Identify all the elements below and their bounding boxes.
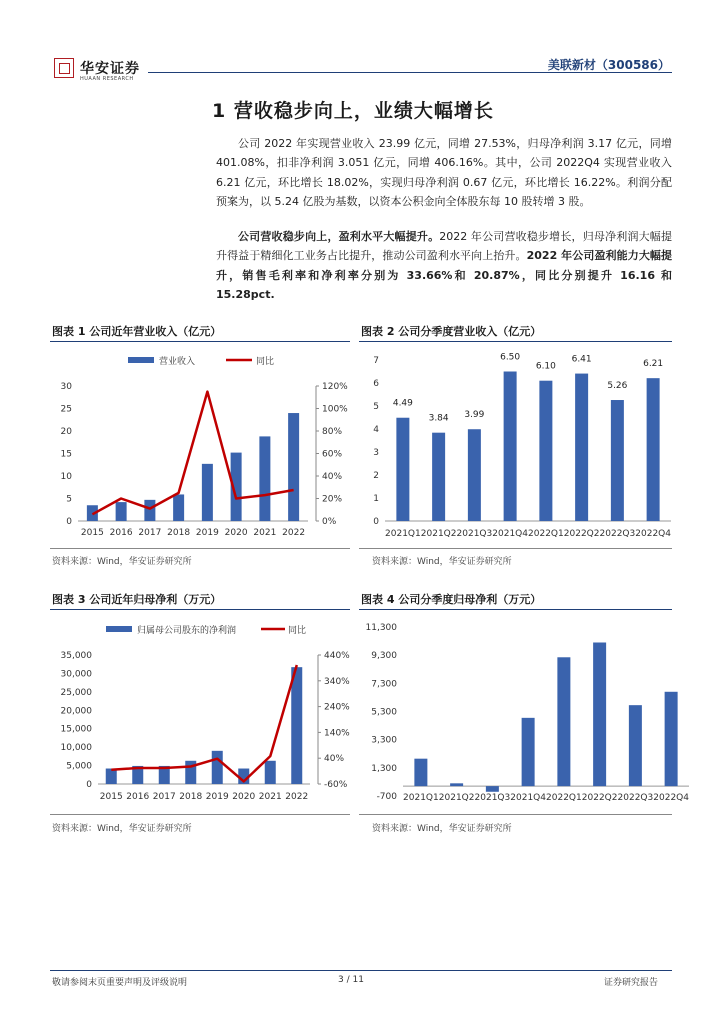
fig2-bar [432,433,445,521]
fig1-xtick: 2022 [282,528,306,538]
fig2-ytick-left: 2 [373,471,379,481]
fig4-bar [450,783,463,786]
fig1-ytick-left: 15 [60,449,72,460]
fig4-chart [359,612,689,812]
fig4-bar [593,642,606,786]
fig3-ytick-left: 15,000 [60,724,92,735]
fig3-ytick-left: 35,000 [60,651,92,661]
fig4-source: 资料来源：Wind，华安证券研究所 [372,824,512,834]
fig3-xtick: 2020 [232,792,256,802]
fig1-bar [116,502,127,521]
fig1-xtick: 2016 [109,528,133,538]
fig3-xtick: 2019 [205,792,229,802]
fig1-ytick-left: 5 [66,494,72,505]
fig2-ytick-left: 6 [373,379,379,389]
fig1-ytick-right: 40% [322,472,343,482]
fig2-xtick: 2021Q3 [456,529,493,539]
fig1-ytick-right: 120% [322,382,348,392]
fig1-bar [202,464,213,521]
fig3-chart [40,612,358,812]
fig3-ytick-left: 10,000 [60,743,92,754]
fig2-value-label: 6.21 [643,359,664,370]
fig3-title: 图表 3 公司近年归母净利（万元） [52,593,222,606]
fig1-title-line [50,341,350,342]
fig1-legend [128,355,274,367]
fig3-xtick: 2022 [285,792,309,802]
fig2-bar [647,378,660,521]
fig2-ytick-left: 7 [373,356,379,366]
fig4-xtick: 2021Q3 [474,793,511,803]
fig3-legend [106,624,306,636]
fig3-xtick: 2016 [126,792,150,802]
fig2-bar [539,381,552,521]
fig4-ytick-left: 9,300 [371,651,397,662]
fig3-bar [106,769,117,784]
header-divider [148,72,672,73]
fig1-ytick-right: 60% [322,449,343,460]
section-title: 1 营收稳步向上，业绩大幅增长 [212,100,494,122]
fig2-footer-line [359,548,672,549]
fig2-value-label: 3.84 [428,413,449,424]
logo-icon [54,58,74,78]
fig4-bar [665,692,678,786]
fig2-value-label: 3.99 [464,410,485,421]
fig1-xtick: 2021 [253,528,277,538]
fig2-xtick: 2022Q2 [563,529,600,539]
fig4-title: 图表 4 公司分季度归母净利（万元） [361,593,542,606]
fig1-title: 图表 1 公司近年营业收入（亿元） [52,325,222,338]
fig2-xtick: 2022Q1 [528,529,564,539]
fig3-ytick-right: 440% [324,651,350,661]
footer-divider [50,970,672,971]
logo-subtitle: HUAAN RESEARCH [80,76,134,82]
fig2-title-line [359,341,672,342]
fig3-ytick-left: 20,000 [60,706,92,717]
fig4-ytick-left: 1,300 [371,763,397,774]
fig3-title-line [50,609,350,610]
fig1-xtick: 2018 [167,528,191,538]
fig1-legend-bar-swatch [128,357,154,363]
fig4-xtick: 2021Q4 [510,793,546,803]
fig4-bar [522,718,535,786]
fig2-bar [504,372,517,522]
fig1-ytick-left: 20 [60,427,72,437]
fig4-ytick-left: 3,300 [371,735,397,746]
fig4-xtick: 2022Q2 [581,793,618,803]
fig1-ytick-right: 100% [322,404,348,415]
fig3-xtick: 2015 [99,792,123,802]
fig2-bar [575,374,588,521]
fig2-xtick: 2021Q2 [420,529,457,539]
fig1-footer-line [50,548,350,549]
fig1-legend-bar-label: 营业收入 [159,357,196,367]
fig4-ytick-left: 7,300 [371,679,397,690]
fig2-ytick-left: 4 [373,425,379,435]
fig1-bar [144,500,155,521]
fig1-ytick-left: 10 [60,472,72,482]
fig3-legend-bar-swatch [106,626,132,632]
fig4-bar [629,705,642,786]
fig4-title-line [359,609,672,610]
fig4-xtick: 2022Q3 [617,793,654,803]
fig2-xtick: 2022Q3 [599,529,636,539]
fig1-xtick: 2017 [138,528,162,538]
fig1-bar [288,413,299,521]
paragraph-2-body: 2022 年公司营收稳步增长，归母净利润大幅提升得益于精细化工业务占比提升，推动公司盈利水平向上抬升。 [216,230,672,263]
fig3-ytick-left: 5,000 [66,761,92,772]
fig4-xtick: 2021Q1 [403,793,439,803]
fig2-ytick-left: 1 [373,494,379,504]
fig2-bar [396,418,409,521]
fig2-value-label: 4.49 [392,398,413,409]
fig4-xtick: 2022Q4 [653,793,689,803]
paragraph-2-lead: 公司营收稳步向上，盈利水平大幅提升。 [238,230,440,243]
fig1-bar [259,436,270,521]
fig2-title: 图表 2 公司分季度营业收入（亿元） [361,325,542,338]
fig3-ytick-left: 30,000 [60,669,92,680]
fig1-xtick: 2020 [224,528,248,538]
fig2-value-label: 5.26 [607,381,628,392]
fig1-ytick-right: 20% [322,494,343,505]
fig4-ytick-left: -700 [376,792,397,802]
paragraph-2 [216,227,672,304]
fig3-ytick-right: 140% [324,728,350,739]
fig2-ytick-left: 3 [373,448,379,458]
fig1-ytick-left: 25 [60,404,72,415]
paragraph-1: 公司 2022 年实现营业收入 23.99 亿元，同增 27.53%，归母净利润 3.17 亿元，同增 401.08%，扣非净利润 3.051 亿元，同增 406.16%。其中，公司 2022Q4 实现营业收入 6.21 亿元，环比增长 18.02%，实现归母净利润 0.67 亿元，环比增长 16.22%。利润分配预案为，以 5.24 亿股为基数，以资本公积金向全体股东每 10 股转增 3 股。 [216,137,672,208]
fig3-xtick: 2017 [152,792,176,802]
fig1-ytick-right: 0% [322,517,337,527]
fig3-ytick-right: -60% [324,780,348,790]
fig3-legend-line-label: 同比 [288,626,307,636]
fig2-value-label: 6.50 [500,352,521,363]
fig3-ytick-right: 40% [324,754,345,765]
fig3-ytick-left: 25,000 [60,687,92,698]
fig3-ytick-left: 0 [86,780,92,790]
fig2-xtick: 2022Q4 [635,529,671,539]
fig2-value-label: 6.41 [571,354,592,365]
fig3-legend-bar-label: 归属母公司股东的净利润 [137,626,237,636]
fig1-xtick: 2015 [80,528,104,538]
fig1-ytick-left: 30 [60,382,72,392]
fig1-ytick-left: 0 [66,517,72,527]
fig1-source: 资料来源：Wind，华安证券研究所 [52,557,192,567]
fig4-bar [557,657,570,786]
fig4-footer-line [359,814,672,815]
fig2-ytick-left: 5 [373,402,379,412]
fig3-bar [212,751,223,784]
fig3-ytick-right: 240% [324,702,350,713]
fig2-chart [359,344,677,546]
fig1-bar [173,494,184,521]
fig2-value-label: 6.10 [535,361,556,372]
fig4-xtick: 2021Q2 [438,793,475,803]
footer-disclaimer: 敬请参阅末页重要声明及评级说明 [52,978,188,988]
fig2-source: 资料来源：Wind，华安证券研究所 [372,557,512,567]
paragraph-2-tail: 2022 年公司盈利能力大幅提升，销售毛利率和净利率分别为 33.66%和 20.87%，同比分别提升 16.16 和 15.28pct. [216,249,673,301]
logo-name: 华安证券 [80,61,140,77]
fig3-ytick-right: 340% [324,676,350,687]
fig4-ytick-left: 5,300 [371,707,397,718]
fig2-bar [468,429,481,521]
fig4-ytick-left: 11,300 [365,623,397,633]
fig3-bar [291,667,302,784]
fig2-bar [611,400,624,521]
fig1-ytick-right: 80% [322,427,343,437]
fig1-chart [40,344,358,546]
fig3-bar [265,761,276,784]
fig4-xtick: 2022Q1 [546,793,582,803]
fig3-source: 资料来源：Wind，华安证券研究所 [52,824,192,834]
fig1-legend-line-label: 同比 [256,357,275,367]
fig2-xtick: 2021Q1 [385,529,421,539]
fig3-footer-line [50,814,350,815]
footer-page-number: 3 / 11 [338,975,364,985]
footer-report-type: 证券研究报告 [604,978,659,988]
fig3-xtick: 2021 [258,792,282,802]
fig2-xtick: 2021Q4 [492,529,528,539]
fig4-bar [414,759,427,786]
fig1-xtick: 2019 [195,528,219,538]
fig4-bar [486,786,499,792]
fig3-xtick: 2018 [179,792,203,802]
company-name: 美联新材（300586） [547,58,670,72]
fig2-ytick-left: 0 [373,517,379,527]
